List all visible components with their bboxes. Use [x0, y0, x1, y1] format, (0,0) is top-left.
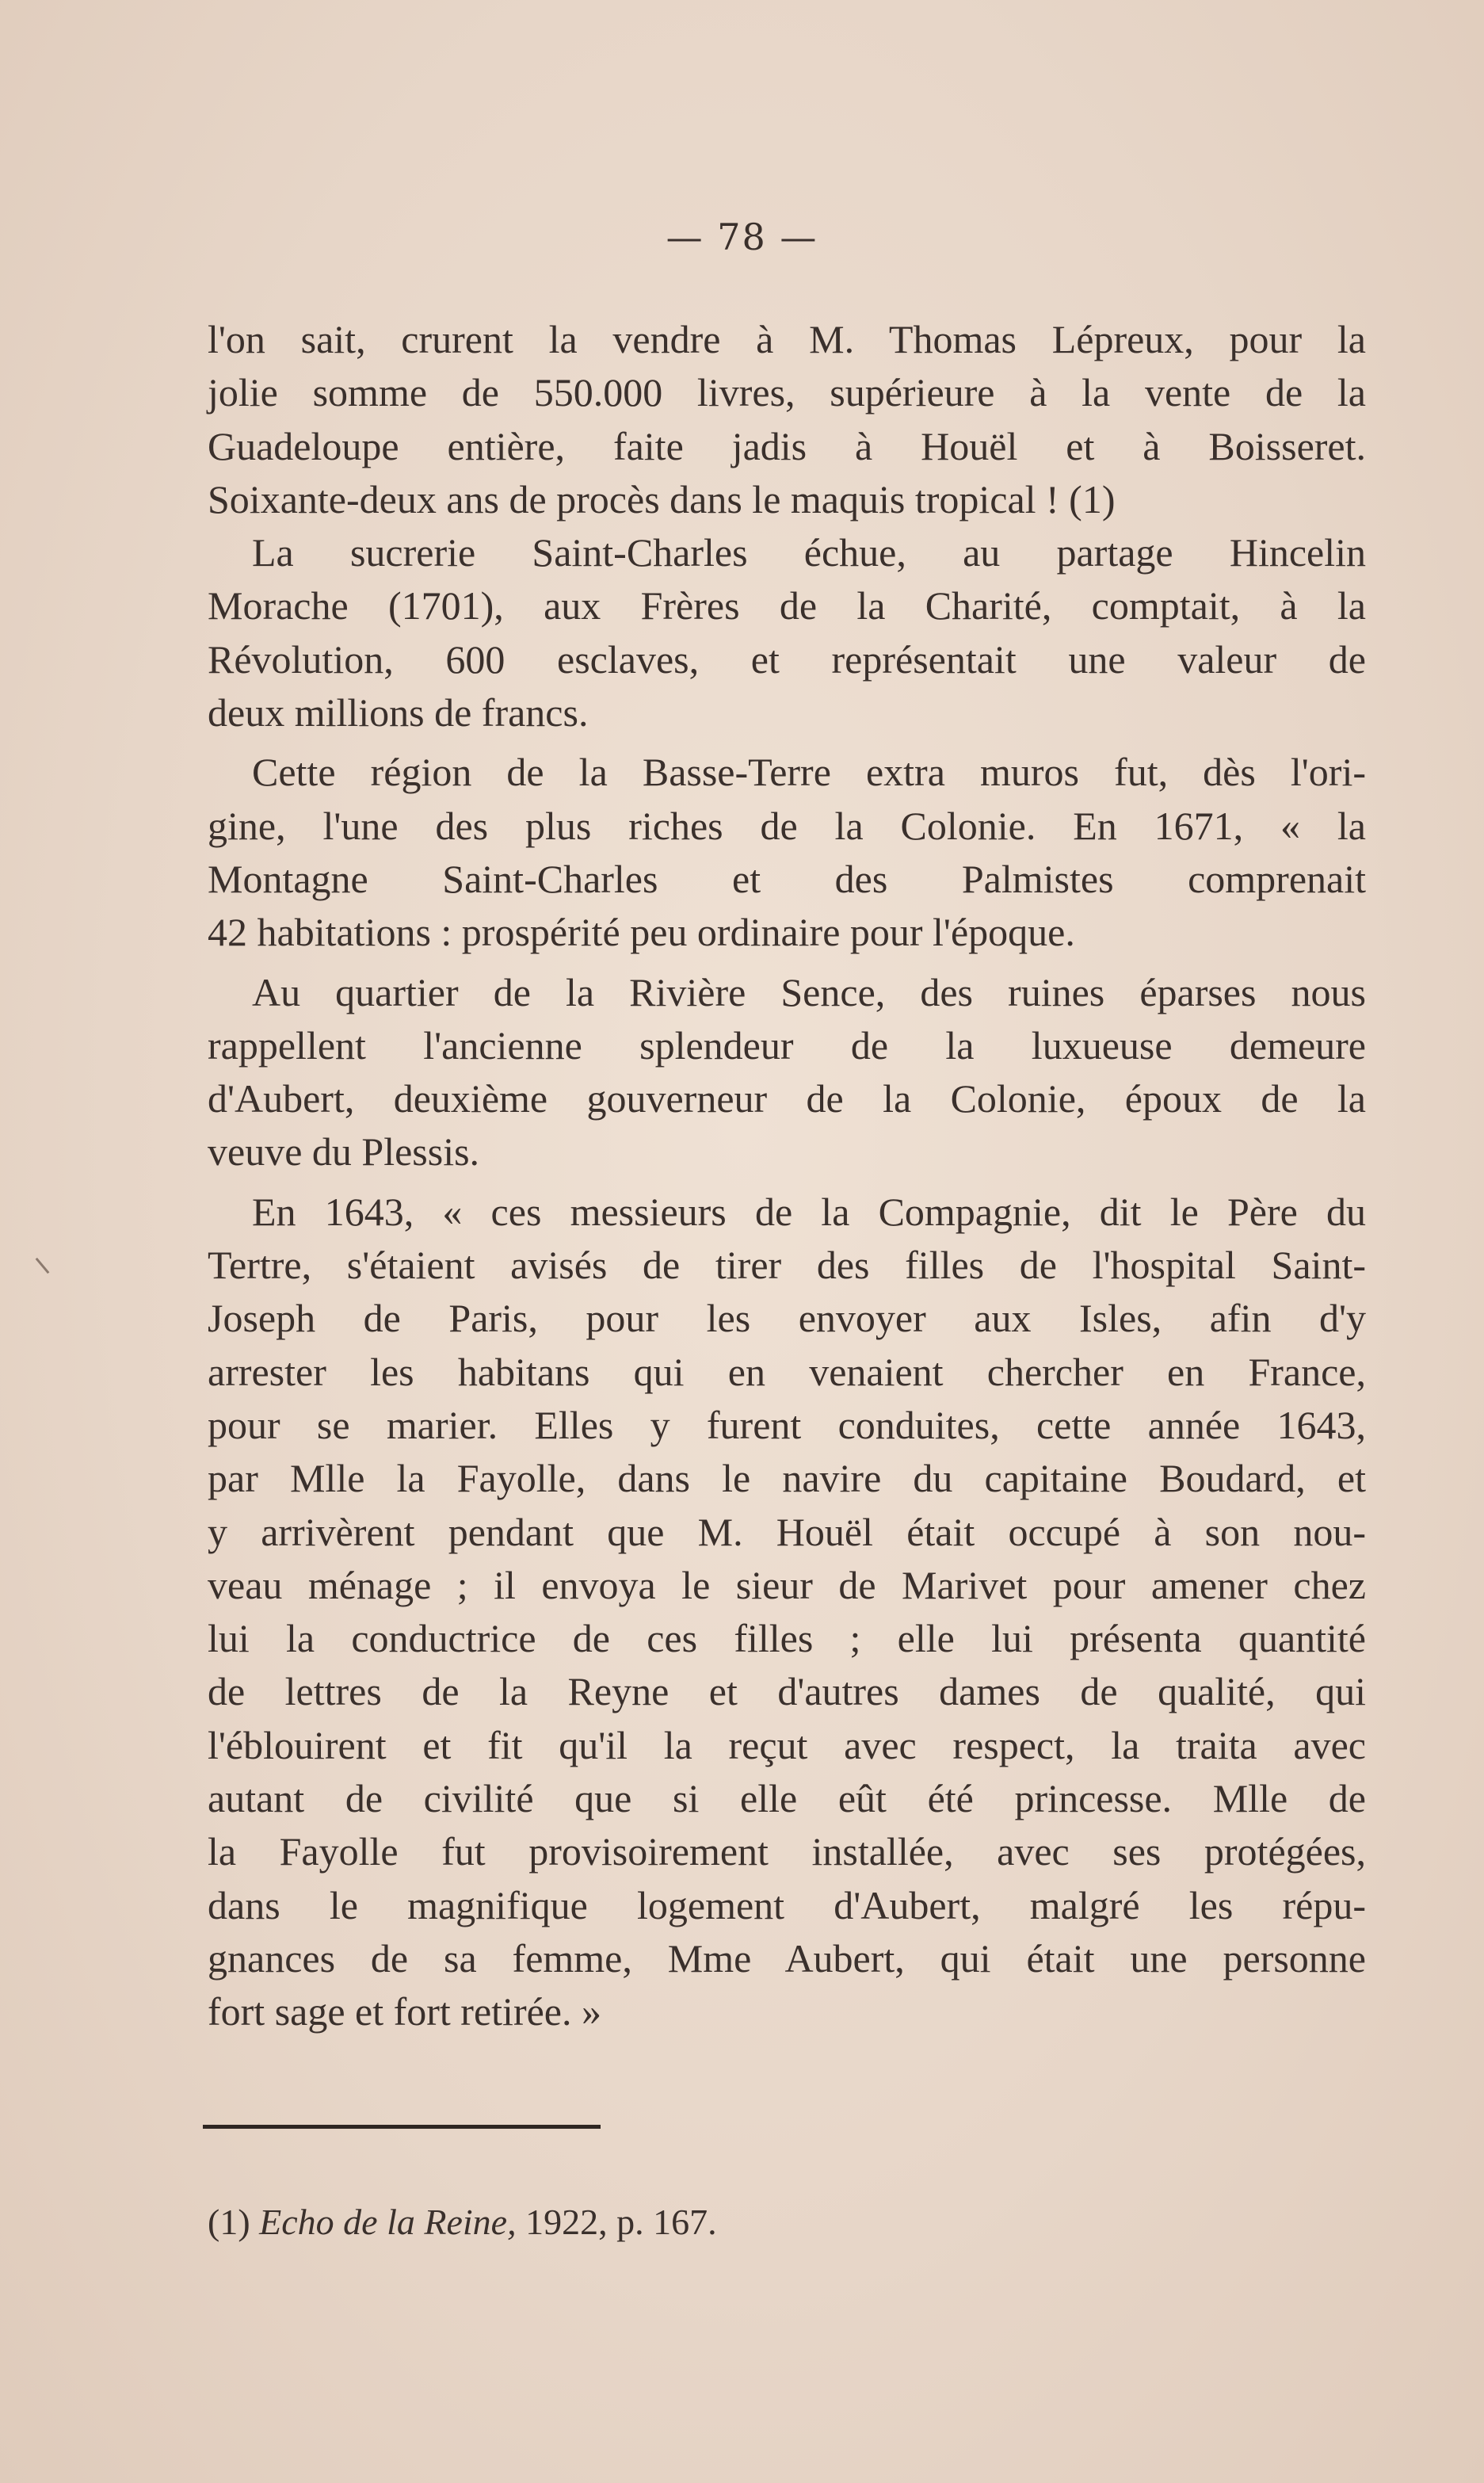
text-line: de lettres de la Reyne et d'autres dames de qualité, qui	[208, 1669, 1366, 1714]
text-line: Tertre, s'étaient avisés de tirer des filles de l'hospital Saint-	[208, 1243, 1366, 1288]
text-line: Morache (1701), aux Frères de la Charité, comptait, à la	[208, 583, 1366, 628]
text-line: d'Aubert, deuxième gouverneur de la Colonie, époux de la	[208, 1076, 1366, 1121]
text-line: Cette région de la Basse-Terre extra muros fut, dès l'ori-	[252, 750, 1366, 795]
text-line: lui la conductrice de ces filles ; elle lui présenta quantité	[208, 1616, 1366, 1661]
text-line: gnances de sa femme, Mme Aubert, qui était une personne	[208, 1935, 1366, 1981]
text-line: arrester les habitans qui en venaient chercher en France,	[208, 1349, 1366, 1394]
text-line: la Fayolle fut provisoirement installée, avec ses protégées,	[208, 1829, 1366, 1874]
text-line: La sucrerie Saint-Charles échue, au partage Hincelin	[252, 530, 1366, 575]
paragraph	[208, 966, 1366, 1179]
text-line: Soixante-deux ans de procès dans le maquis tropical ! (1)	[208, 476, 1116, 521]
text-line: autant de civilité que si elle eût été princesse. Mlle de	[208, 1776, 1366, 1821]
text-line: Guadeloupe entière, faite jadis à Houël et à Boisseret.	[208, 423, 1366, 468]
text-line: l'on sait, crurent la vendre à M. Thomas Lépreux, pour la	[208, 317, 1366, 361]
paragraph	[208, 313, 1366, 526]
paragraph	[208, 1186, 1366, 2039]
footnote-divider	[203, 2125, 601, 2129]
footnote-details: 1922, p. 167.	[525, 2202, 717, 2242]
text-line: Au quartier de la Rivière Sence, des ruines éparses nous	[252, 969, 1366, 1014]
text-line: gine, l'une des plus riches de la Colonie. En 1671, « la	[208, 803, 1366, 848]
footnote-source: Echo de la Reine,	[259, 2202, 517, 2242]
text-line: veuve du Plessis.	[208, 1129, 480, 1175]
text-line: 42 habitations : prospérité peu ordinaire pour l'époque.	[208, 910, 1075, 955]
text-line: En 1643, « ces messieurs de la Compagnie, dit le Père du	[252, 1189, 1366, 1234]
text-line: veau ménage ; il envoya le sieur de Marivet pour amener chez	[208, 1562, 1366, 1607]
margin-mark	[36, 1258, 50, 1274]
text-line: dans le magnifique logement d'Aubert, malgré les répu-	[208, 1882, 1366, 1927]
footnote-marker: (1)	[208, 2202, 250, 2242]
text-line: rappellent l'ancienne splendeur de la luxueuse demeure	[208, 1022, 1366, 1068]
page-number: — 78 —	[666, 216, 818, 258]
paragraph	[208, 526, 1366, 739]
body-text	[208, 313, 1366, 2039]
text-line: fort sage et fort retirée. »	[208, 1989, 601, 2034]
paragraph	[208, 746, 1366, 959]
text-line: Joseph de Paris, pour les envoyer aux Isles, afin d'y	[208, 1296, 1366, 1341]
text-line: jolie somme de 550.000 livres, supérieure à la vente de la	[208, 370, 1366, 415]
text-line: pour se marier. Elles y furent conduites, cette année 1643,	[208, 1402, 1366, 1447]
text-line: Montagne Saint-Charles et des Palmistes comprenait	[208, 856, 1366, 901]
footnote	[208, 2201, 717, 2243]
text-line: l'éblouirent et fit qu'il la reçut avec respect, la traita avec	[208, 1722, 1366, 1767]
text-line: y arrivèrent pendant que M. Houël était occupé à son nou-	[208, 1509, 1366, 1554]
text-line: par Mlle la Fayolle, dans le navire du capitaine Boudard, et	[208, 1456, 1366, 1501]
text-line: deux millions de francs.	[208, 690, 589, 735]
text-line: Révolution, 600 esclaves, et représentait une valeur de	[208, 636, 1366, 682]
